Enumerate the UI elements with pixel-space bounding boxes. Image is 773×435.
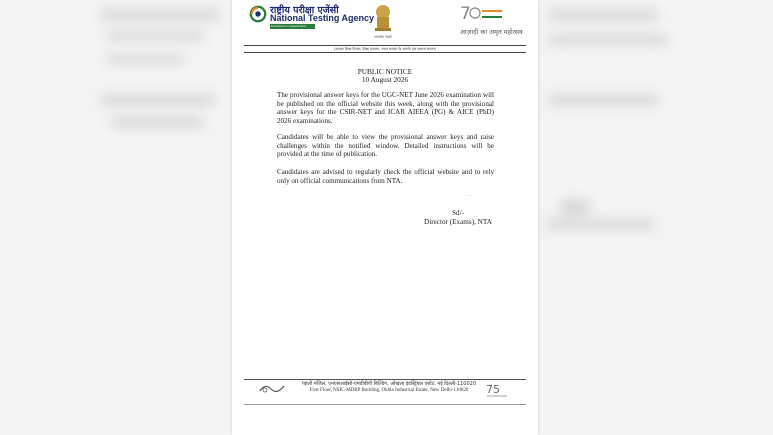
footer-logo-left-icon bbox=[257, 381, 287, 395]
signatory-designation: Director (Exams), NTA bbox=[424, 218, 492, 226]
footer-address-english: First Floor, NSIC-MDBP Building, Okhla Industrial Estate, New Delhi-110020 bbox=[309, 388, 469, 393]
notice-paragraph: Candidates will be able to view the provisional answer keys and raise challenges within the notified window. Detailed instructions will be provided at the time of publication. bbox=[277, 133, 494, 159]
svg-text:75: 75 bbox=[486, 383, 500, 396]
national-emblem-icon bbox=[372, 3, 394, 41]
svg-text:7: 7 bbox=[460, 4, 471, 24]
amrit-mahotsav-text: आज़ादी का अमृत महोत्सव bbox=[460, 28, 523, 36]
org-subheading: (उच्चतर शिक्षा विभाग, शिक्षा मंत्रालय, भारत सरकार के अंतर्गत एक स्वायत्त संगठन) bbox=[333, 47, 437, 51]
ellipsis-mark: ... bbox=[466, 193, 473, 198]
footer-divider bbox=[244, 379, 526, 380]
notice-paragraph: The provisional answer keys for the UGC-NET June 2026 examination will be published on the official website this week, along with the provisional answer keys for the CSIR-NET and ICAR AIEEA (PG) & AICE (PhD) 2026 examinations. bbox=[277, 91, 494, 125]
org-name-hindi: राष्ट्रीय परीक्षा एजेंसी bbox=[270, 5, 339, 16]
notice-document bbox=[232, 0, 538, 435]
org-name-english: National Testing Agency bbox=[270, 13, 375, 23]
notice-date: 10 August 2026 bbox=[361, 75, 409, 84]
emblem-caption: सत्यमेव जयते bbox=[374, 35, 392, 39]
amrit-mahotsav-logo-icon bbox=[458, 3, 523, 37]
nta-logo-icon bbox=[249, 5, 267, 23]
footer-address-hindi: पहली मंजिल, एनएसआईसी-एमडीबीपी बिल्डिंग, ओखला इंडस्ट्रियल एस्टेट, नई दिल्ली-110020 bbox=[301, 381, 477, 387]
signature: Sd/- bbox=[452, 209, 464, 217]
footer-logo-right-icon bbox=[485, 381, 509, 399]
notice-title: PUBLIC NOTICE bbox=[357, 67, 413, 76]
header-divider-lower bbox=[244, 52, 526, 53]
footer-divider-lower bbox=[244, 404, 526, 405]
notice-paragraph: Candidates are advised to regularly check the official website and to rely only on official communications from NTA. bbox=[277, 168, 494, 185]
org-tagline: Excellence in Assessment bbox=[270, 24, 315, 29]
